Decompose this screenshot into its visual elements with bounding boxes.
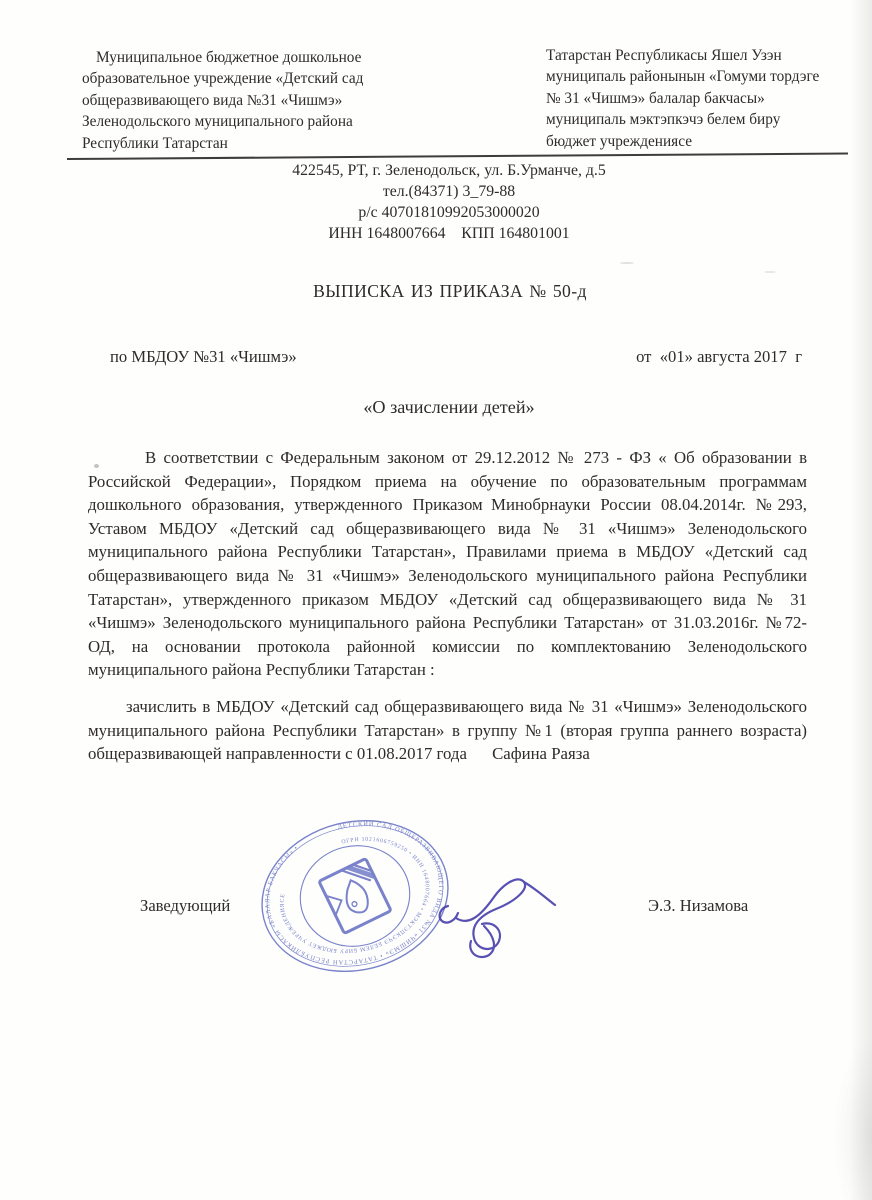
letterhead-line: бюджет учреждениясе (546, 132, 692, 150)
letterhead-tatar (546, 45, 868, 152)
letterhead-line: общеразвивающего вида №31 «Чишмэ» (82, 91, 343, 109)
letterhead-line: Зеленодольского муниципального района (82, 113, 353, 131)
scan-speck (764, 271, 776, 273)
letterhead-line: Муниципальное бюджетное дошкольное (96, 49, 362, 66)
stamp-emblem-icon (319, 859, 391, 934)
scan-corner-shadow (832, 1040, 872, 1200)
body-paragraph-enrollment: зачислить в МБДОУ «Детский сад общеразвивающего вида № 31 «Чишмэ» Зеленодольского муниципального района Республики Татарстан» в группу №1 (вторая группа раннего возраста) общеразвивающей направленности с 01.08.2017 года Сафина Раяза (88, 697, 807, 764)
scan-edge-shadow (850, 0, 872, 1200)
body-paragraph-legal-basis: В соответствии с Федеральным законом от 29.12.2012 № 273 - ФЗ « Об образовании в Российской Федерации», Порядком приема на обучение по образовательным программам дошкольного образования, утвержденного Приказом Минобрнауки России 08.04.2014г. №293, Уставом МБДОУ «Детский сад общеразвивающего вида № 31 «Чишмэ» Зеленодольского муниципального района Республики Татарстан», Правилами приема в МБДОУ «Детский сад общеразвивающего вида № 31 «Чишмэ» Зеленодольского муниципального района Республики Татарстан», утвержденного приказом МБДОУ «Детский сад общеразвивающего вида № 31 «Чишмэ» Зеленодольского муниципального района Республики Татарстан» от 31.03.2016г. №72-ОД, на основании протокола районной комиссии по комплектованию Зеленодольского муниципального района Республики Татарстан : (88, 448, 807, 680)
inn-kpp-line: ИНН 1648007664 КПП 164801001 (328, 224, 570, 242)
document-title: ВЫПИСКА ИЗ ПРИКАЗА № 50-д (313, 281, 587, 301)
order-subject: «О зачислении детей» (363, 397, 535, 417)
signatory-name: Э.З. Низамова (648, 896, 749, 915)
stamp-ring-text-inner: ОГРН 1021606759250 • ИНН 1648007664 • МЭКТЭПКЭЧЭ БЕЛЕМ БИРУ БЮДЖЕТ УЧРЕЖДЕНИЯСЕ (279, 836, 430, 954)
signatory-role: Заведующий (140, 896, 231, 915)
letterhead-line: муниципаль мэктэпкэчэ белем биру (546, 111, 781, 129)
letterhead-line: муниципаль районынын «Гомуми тордэге (546, 68, 820, 86)
address-block (156, 161, 742, 245)
letterhead-russian (82, 47, 490, 154)
stamp-ring-text-outer: ДЕТСКИЙ САД ОБЩЕРАЗВИВАЮЩЕГО ВИДА №31 «ЧИШМЭ» • ТАТАРСТАН РЕСПУБЛИКАСЫ «БАЛАЛАР БАКЧАСЫ» • (264, 820, 445, 966)
address-line: 422545, РТ, г. Зеленодольск, ул. Б.Урманче, д.5 (292, 162, 606, 179)
order-org: по МБДОУ №31 «Чишмэ» (110, 347, 297, 366)
scan-speck (620, 262, 634, 264)
letterhead-line: Республики Татарстан (82, 134, 228, 152)
handwritten-signature (426, 850, 558, 968)
scan-speck (94, 464, 99, 468)
phone-line: тел.(84371) 3_79-88 (382, 182, 516, 200)
official-stamp (255, 815, 455, 977)
letterhead-line: Татарстан Республикасы Яшел Узэн (546, 47, 782, 64)
letterhead-line: образовательное учреждение «Детский сад (82, 70, 364, 88)
bank-account-line: р/с 40701810992053000020 (358, 203, 540, 221)
order-date: от «01» августа 2017 г (636, 347, 802, 366)
order-meta-row (110, 347, 802, 367)
letterhead-line: № 31 «Чишмэ» балалар бакчасы» (546, 89, 765, 107)
